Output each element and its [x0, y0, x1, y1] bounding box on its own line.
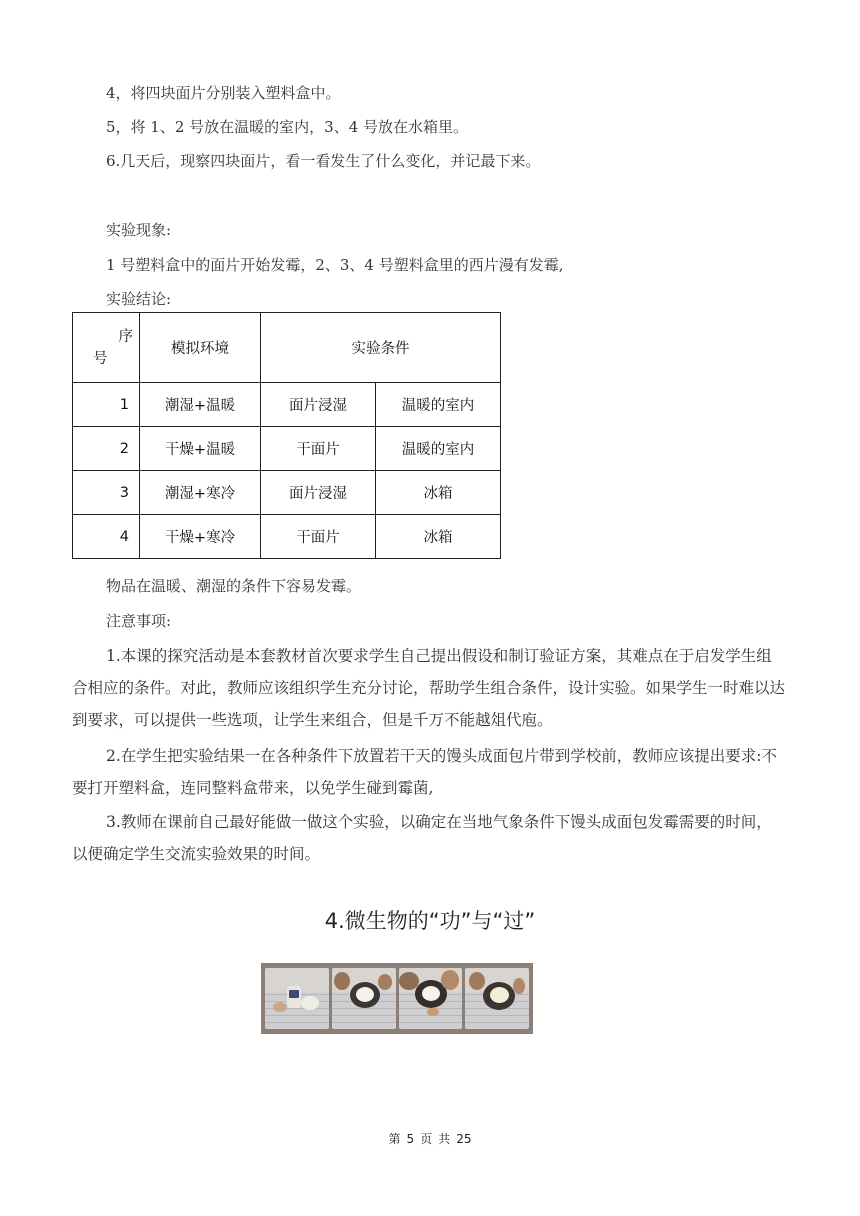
photo-2: [332, 968, 396, 1029]
photo-3: [399, 968, 463, 1029]
table-row: [73, 383, 501, 427]
row-condition-b: 冰箱: [376, 515, 501, 559]
phenomenon-label: 实验现象:: [106, 221, 172, 239]
header-number-cell: [73, 313, 140, 383]
row-number: 2: [73, 427, 140, 471]
footer-word-gong: 共: [438, 1132, 451, 1146]
note-3-text: 3.教师在课前自己最好能做一做这个实验，以确定在当地气象条件下馒头成面包发霉需要的时间，以便确定学生交流实验效果的时间。: [72, 813, 772, 863]
page-footer: [0, 1130, 860, 1147]
table-row: [73, 427, 501, 471]
footer-word-ye: 页: [420, 1132, 433, 1146]
row-condition-b: 温暖的室内: [376, 427, 501, 471]
photo-strip: [261, 963, 533, 1034]
section-title: 4.微生物的“功”与“过”: [324, 909, 536, 933]
row-number: 3: [73, 471, 140, 515]
conclusion-text: 物品在温暖、潮湿的条件下容易发霉。: [106, 577, 362, 595]
row-number: 4: [73, 515, 140, 559]
footer-total-pages: 25: [456, 1132, 472, 1146]
row-number: 1: [73, 383, 140, 427]
row-env: 潮湿+温暖: [140, 383, 261, 427]
row-condition-a: 干面片: [261, 427, 376, 471]
footer-word-di: 第: [388, 1132, 401, 1146]
row-condition-b: 温暖的室内: [376, 383, 501, 427]
row-env: 干燥+寒冷: [140, 515, 261, 559]
phenomenon-text: 1 号塑料盒中的面片开始发霉，2、3、4 号塑料盒里的西片漫有发霉,: [106, 256, 564, 274]
experiment-table: [72, 312, 501, 559]
header-condition-cell: 实验条件: [261, 313, 501, 383]
row-env: 干燥+温暖: [140, 427, 261, 471]
note-2-text: 2.在学生把实验结果一在各种条件下放置若干天的馒头成面包片带到学校前，教师应该提出要求:不要打开塑料盒，连同整料盒带来，以免学生碰到霉菌,: [72, 747, 778, 797]
step-6: 6.几天后，现察四块面片，看一看发生了什么变化，并记最下来。: [106, 152, 541, 170]
note-1: [72, 640, 787, 736]
header-number-line1: 序: [118, 328, 133, 345]
notes-label: 注意事项:: [106, 612, 172, 630]
conclusion-label: 实验结论:: [106, 290, 172, 308]
photo-1: [265, 968, 329, 1029]
row-condition-a: 面片浸湿: [261, 471, 376, 515]
header-number-line2: 号: [93, 350, 108, 367]
note-2: [72, 740, 787, 804]
note-1-text: 1.本课的探究活动是本套教材首次要求学生自己提出假设和制订验证方案，其难点在于启发学生组合相应的条件。对此，教师应该组织学生充分讨论，帮助学生组合条件，设计实验。如果学生一时难以达到要求，可以提供一些选项，让学生来组合，但是千万不能越俎代庖。: [72, 647, 786, 729]
footer-page-number: 5: [406, 1132, 415, 1146]
photo-4: [465, 968, 529, 1029]
row-condition-a: 面片浸湿: [261, 383, 376, 427]
row-condition-b: 冰箱: [376, 471, 501, 515]
row-condition-a: 干面片: [261, 515, 376, 559]
table-header-row: [73, 313, 501, 383]
note-3: [72, 806, 787, 870]
step-4: 4，将四块面片分别装入塑料盒中。: [106, 84, 341, 102]
table-row: [73, 515, 501, 559]
header-env-cell: 模拟环境: [140, 313, 261, 383]
row-env: 潮湿+寒冷: [140, 471, 261, 515]
step-5: 5，将 1、2 号放在温暖的室内，3、4 号放在水箱里。: [106, 118, 469, 136]
table-row: [73, 471, 501, 515]
